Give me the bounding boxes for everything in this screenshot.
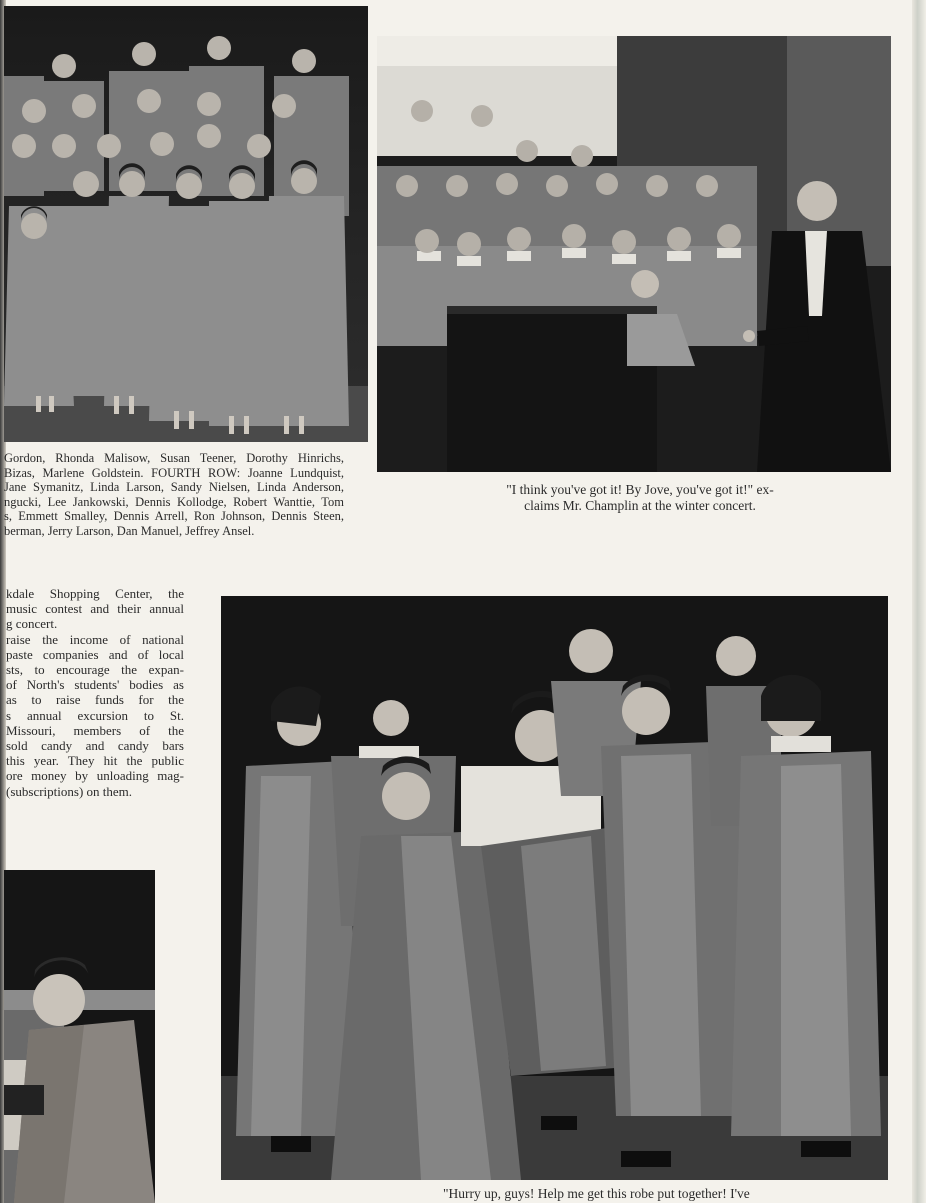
pianist-photo [4,870,155,1203]
body-line: paste companies and of local [6,646,184,662]
body-line: kdale Shopping Center, the [6,586,184,601]
winter-concert-photo [377,36,891,472]
caption-line: berman, Jerry Larson, Dan Manuel, Jeffrey Ansel. [4,523,255,538]
robe-help-image [221,596,888,1180]
caption-line: claims Mr. Champlin at the winter concert. [524,498,756,513]
caption-line: "Hurry up, guys! Help me get this robe put together! I've [443,1186,750,1201]
body-line: (subscriptions) on them. [6,783,133,799]
robe-help-caption [443,1186,823,1202]
caption-line: ngucki, Lee Jankowski, Dennis Kollodge, Robert Wanttie, Tom [4,494,344,509]
caption-line: "I think you've got it! By Jove, you've got it!" ex- [506,482,774,497]
body-line: of North's students' bodies as [6,677,184,693]
body-line: this year. They hit the public [6,753,184,769]
body-line: music contest and their annual [6,601,184,617]
body-line: ore money by unloading mag- [6,768,184,784]
choir-roster-caption [4,451,344,539]
caption-line: s, Emmett Smalley, Dennis Arrell, Ron Johnson, Dennis Steen, [4,509,344,524]
caption-line: Jane Symanitz, Linda Larson, Sandy Nielsen, Linda Anderson, [4,480,344,495]
body-line: sts, to encourage the expan- [6,662,184,678]
pianist-image [4,870,155,1203]
choir-group-photo [4,6,368,442]
body-line: s annual excursion to St. [6,707,184,723]
body-line: as to raise funds for the [6,692,184,708]
choir-group-image [4,6,368,442]
body-line: g concert. [6,616,58,632]
article-body-text [6,586,184,799]
robe-help-photo [221,596,888,1180]
caption-line: Bizas, Marlene Goldstein. FOURTH ROW: Joanne Lundquist, [4,465,344,480]
winter-concert-image [377,36,891,472]
caption-line: Gordon, Rhonda Malisow, Susan Teener, Dorothy Hinrichs, [4,451,344,465]
body-line: sold candy and candy bars [6,738,184,754]
body-line: raise the income of national [6,631,184,647]
body-line: Missouri, members of the [6,722,184,738]
winter-concert-caption [470,482,810,514]
page-edge [912,0,926,1203]
